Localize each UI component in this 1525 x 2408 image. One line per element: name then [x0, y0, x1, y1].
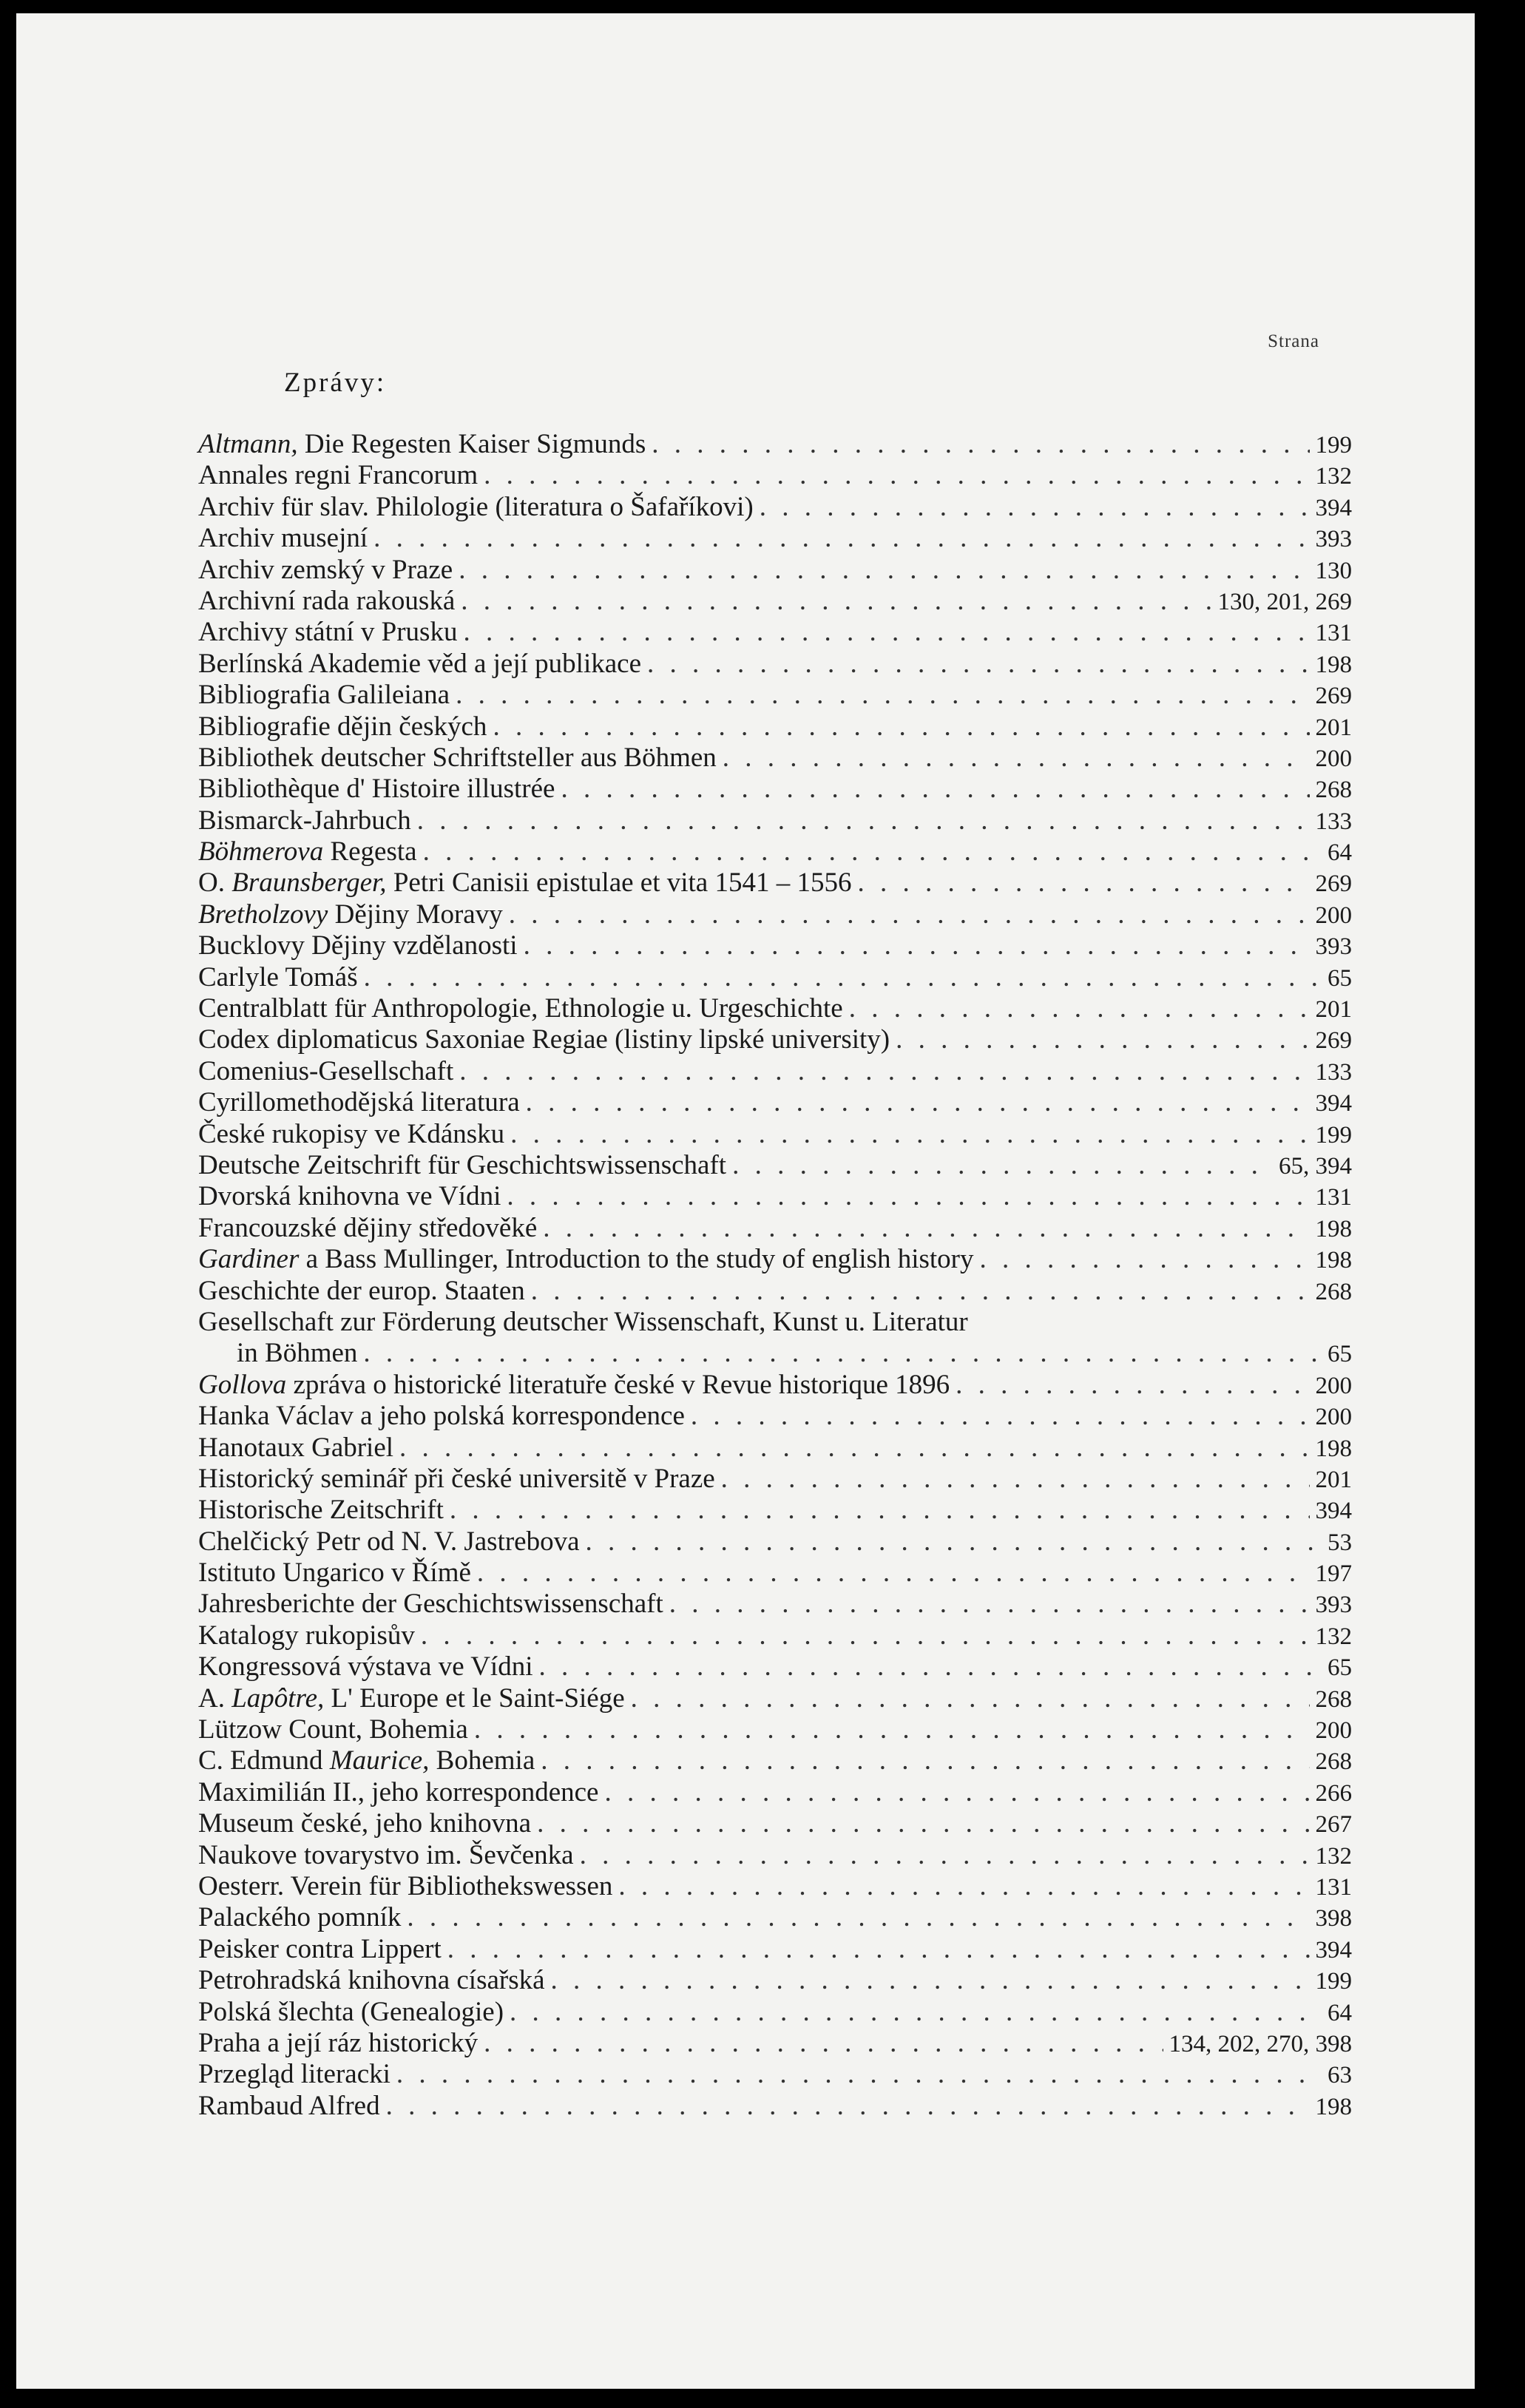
entry-title: Hanotaux Gabriel [198, 1432, 394, 1463]
index-entry [198, 1840, 1352, 1871]
index-entry [198, 680, 1352, 711]
index-entry [198, 649, 1352, 680]
index-entry [198, 1401, 1352, 1432]
index-entry [198, 1558, 1352, 1589]
entry-title: Francouzské dějiny středověké [198, 1212, 538, 1243]
index-entry [198, 1777, 1352, 1808]
entry-page: 200 [1315, 1404, 1352, 1431]
leader-dots [732, 1150, 1273, 1181]
entry-page: 268 [1315, 1748, 1352, 1776]
entry-title: Annales regni Francorum [198, 460, 479, 491]
leader-dots [474, 1714, 1310, 1745]
entry-title: Bibliografie dějin českých [198, 711, 487, 742]
leader-dots [484, 460, 1309, 491]
index-entry [198, 460, 1352, 491]
index-list [198, 429, 1352, 2122]
leader-dots [461, 586, 1211, 617]
entry-page: 130, 201, 269 [1217, 588, 1352, 615]
page [16, 13, 1475, 2389]
entry-title: Katalogy rukopisův [198, 1620, 415, 1651]
entry-page: 53 [1328, 1529, 1352, 1556]
entry-title: Gollova zpráva o historické literatuře české v Revue historique 1896 [198, 1369, 950, 1400]
entry-page: 198 [1315, 1247, 1352, 1274]
leader-dots [373, 523, 1309, 554]
entry-title: Centralblatt für Anthropologie, Ethnologie u. Urgeschichte [198, 993, 843, 1024]
entry-page: 394 [1315, 494, 1352, 521]
leader-dots [896, 1024, 1309, 1055]
entry-title: Archivy státní v Prusku [198, 617, 458, 648]
leader-dots [543, 1213, 1309, 1244]
entry-title: Kongressová výstava ve Vídni [198, 1651, 533, 1682]
index-entry [198, 1244, 1352, 1275]
entry-page: 201 [1315, 996, 1352, 1024]
index-entry [198, 930, 1352, 961]
entry-page: 197 [1315, 1560, 1352, 1588]
entry-title: Palackého pomník [198, 1902, 402, 1933]
index-entry [198, 2028, 1352, 2059]
entry-page: 132 [1315, 1842, 1352, 1870]
leader-dots [956, 1370, 1309, 1401]
index-entry [198, 1213, 1352, 1244]
index-entry [198, 1683, 1352, 1714]
entry-title: Gesellschaft zur Förderung deutscher Wissenschaft, Kunst u. Literatur [198, 1306, 968, 1337]
leader-dots [580, 1840, 1310, 1871]
index-entry [198, 1495, 1352, 1526]
leader-dots [417, 805, 1310, 836]
index-entry [198, 2059, 1352, 2090]
entry-title: České rukopisy ve Kdánsku [198, 1118, 505, 1149]
entry-page: 65 [1328, 964, 1352, 992]
entry-title: Bibliothek deutscher Schriftsteller aus Böhmen [198, 742, 717, 773]
leader-dots [407, 1902, 1309, 1933]
entry-title: Archiv für slav. Philologie (literatura o Šafaříkovi) [198, 491, 754, 522]
entry-page: 200 [1315, 1717, 1352, 1745]
entry-title: Geschichte der europ. Staaten [198, 1275, 525, 1306]
leader-dots [396, 2059, 1322, 2090]
entry-title: Bretholzovy Dějiny Moravy [198, 899, 503, 930]
leader-dots [760, 492, 1310, 523]
leader-dots [526, 1087, 1310, 1118]
entry-page: 198 [1315, 1435, 1352, 1462]
index-entry [198, 899, 1352, 930]
leader-dots [561, 774, 1309, 805]
entry-title: Böhmerova Regesta [198, 836, 417, 868]
leader-dots [386, 2091, 1310, 2122]
entry-title: Przegląd literacki [198, 2059, 390, 2090]
leader-dots [423, 836, 1322, 868]
entry-title: Dvorská knihovna ve Vídni [198, 1181, 501, 1212]
leader-dots [691, 1401, 1310, 1432]
leader-dots [459, 1056, 1309, 1087]
index-entry [198, 836, 1352, 868]
index-entry [198, 1714, 1352, 1745]
leader-dots [857, 868, 1309, 899]
index-entry [198, 1871, 1352, 1902]
index-entry [198, 2091, 1352, 2122]
index-entry [198, 1181, 1352, 1212]
entry-page: 198 [1315, 1215, 1352, 1242]
index-entry [198, 1370, 1352, 1401]
index-entry [198, 1276, 1352, 1307]
entry-page: 132 [1315, 1623, 1352, 1650]
leader-dots [477, 1558, 1310, 1589]
index-entry [198, 1902, 1352, 1933]
leader-dots [541, 1745, 1309, 1776]
entry-page: 394 [1315, 1498, 1352, 1525]
entry-page: 393 [1315, 933, 1352, 961]
entry-title: Carlyle Tomáš [198, 961, 358, 992]
leader-dots [510, 1119, 1309, 1150]
entry-title: Archiv zemský v Praze [198, 554, 453, 585]
index-entry [198, 1464, 1352, 1495]
leader-dots [493, 711, 1309, 743]
entry-page: 398 [1315, 1905, 1352, 1932]
entry-page: 199 [1315, 1121, 1352, 1149]
entry-page: 131 [1315, 620, 1352, 647]
entry-title: A. Lapôtre, L' Europe et le Saint-Siége [198, 1682, 625, 1714]
entry-title: Bibliografia Galileiana [198, 680, 450, 711]
entry-page: 200 [1315, 745, 1352, 772]
entry-title: Jahresberichte der Geschichtswissenschaft [198, 1589, 663, 1620]
entry-title: Rambaud Alfred [198, 2090, 380, 2121]
index-entry [198, 555, 1352, 586]
index-entry [198, 1620, 1352, 1651]
index-entry [198, 429, 1352, 460]
entry-title: O. Braunsberger, Petri Canisii epistulae et vita 1541 – 1556 [198, 868, 852, 899]
entry-title: Praha a její ráz historický [198, 2027, 479, 2058]
entry-page: 132 [1315, 463, 1352, 490]
entry-page: 199 [1315, 1968, 1352, 1995]
entry-page: 269 [1315, 1027, 1352, 1055]
entry-title: Museum české, jeho knihovna [198, 1808, 532, 1839]
entry-page: 198 [1315, 651, 1352, 678]
leader-dots [604, 1777, 1309, 1808]
entry-page: 269 [1315, 683, 1352, 710]
entry-title: Bismarck-Jahrbuch [198, 805, 411, 836]
leader-dots [421, 1620, 1310, 1651]
leader-dots [537, 1808, 1309, 1839]
entry-title: Naukove tovarystvo im. Ševčenka [198, 1839, 574, 1870]
entry-title: Cyrillomethodějská literatura [198, 1087, 520, 1118]
entry-title: Hanka Václav a jeho polská korrespondence [198, 1401, 685, 1432]
entry-title: Oesterr. Verein für Bibliothekswessen [198, 1870, 613, 1901]
index-entry [198, 1024, 1352, 1055]
index-entry [198, 1997, 1352, 2028]
entry-title: Gardiner a Bass Mullinger, Introduction to the study of english history [198, 1244, 974, 1275]
entry-title: Chelčický Petr od N. V. Jastrebova [198, 1526, 580, 1557]
index-entry [198, 1056, 1352, 1087]
entry-page: 199 [1315, 432, 1352, 459]
entry-title: Petrohradská knihovna císařská [198, 1965, 545, 1996]
entry-page: 200 [1315, 1372, 1352, 1399]
entry-page: 133 [1315, 1058, 1352, 1086]
entry-page: 201 [1315, 714, 1352, 741]
leader-dots [524, 930, 1310, 961]
index-entry [198, 1150, 1352, 1181]
entry-title: Polská šlechta (Genealogie) [198, 1996, 504, 2027]
index-entry [198, 586, 1352, 617]
leader-dots [456, 680, 1309, 711]
entry-page: 394 [1315, 1936, 1352, 1964]
entry-title: Codex diplomaticus Saxoniae Regiae (listiny lipské university) [198, 1024, 890, 1055]
leader-dots [539, 1651, 1322, 1682]
index-entry [198, 523, 1352, 554]
leader-dots [363, 1338, 1322, 1369]
entry-title: Maximilián II., jeho korrespondence [198, 1776, 599, 1807]
leader-dots [484, 2028, 1163, 2059]
entry-title: Archiv musejní [198, 523, 368, 554]
index-entry [198, 774, 1352, 805]
entry-page: 200 [1315, 902, 1352, 929]
entry-page: 269 [1315, 870, 1352, 898]
leader-dots [510, 1997, 1322, 2028]
entry-page: 64 [1328, 1999, 1352, 2026]
entry-title: Historische Zeitschrift [198, 1495, 444, 1526]
entry-title: Lützow Count, Bohemia [198, 1714, 468, 1745]
leader-dots [652, 429, 1309, 460]
leader-dots [551, 1965, 1310, 1996]
page-column-label: Strana [1268, 331, 1319, 351]
entry-title: Berlínská Akademie věd a její publikace [198, 648, 641, 679]
entry-page: 268 [1315, 777, 1352, 804]
leader-dots [647, 649, 1310, 680]
index-entry [198, 1934, 1352, 1965]
leader-dots [618, 1871, 1309, 1902]
entry-page: 394 [1315, 1090, 1352, 1117]
leader-dots [849, 993, 1310, 1024]
index-entry [198, 711, 1352, 743]
section-title: Zprávy: [284, 368, 387, 398]
entry-page: 131 [1315, 1873, 1352, 1901]
entry-page: 65, 394 [1279, 1152, 1352, 1180]
index-entry [198, 1808, 1352, 1839]
leader-dots [507, 1181, 1309, 1212]
entry-page: 65 [1328, 1654, 1352, 1682]
entry-page: 131 [1315, 1184, 1352, 1211]
index-entry [198, 1589, 1352, 1620]
index-entry [198, 1965, 1352, 1996]
leader-dots [723, 743, 1310, 774]
index-entry [198, 617, 1352, 648]
leader-dots [450, 1495, 1310, 1526]
entry-page: 266 [1315, 1779, 1352, 1807]
entry-page: 201 [1315, 1466, 1352, 1493]
entry-title: Bucklovy Dějiny vzdělanosti [198, 930, 518, 961]
index-entry [198, 492, 1352, 523]
index-entry [198, 993, 1352, 1024]
leader-dots [399, 1433, 1309, 1464]
index-entry [198, 1087, 1352, 1118]
entry-page: 268 [1315, 1685, 1352, 1713]
entry-title: in Böhmen [237, 1338, 358, 1369]
entry-title: Comenius-Gesellschaft [198, 1055, 454, 1086]
entry-title: Bibliothèque d' Histoire illustrée [198, 774, 555, 805]
leader-dots [447, 1934, 1310, 1965]
index-entry [198, 743, 1352, 774]
index-entry [198, 962, 1352, 993]
leader-dots [586, 1526, 1322, 1558]
entry-title: Istituto Ungarico v Římě [198, 1558, 471, 1589]
index-entry [198, 868, 1352, 899]
entry-page: 130 [1315, 557, 1352, 584]
leader-dots [509, 899, 1310, 930]
entry-title: Altmann, Die Regesten Kaiser Sigmunds [198, 429, 646, 459]
index-entry [198, 1338, 1352, 1369]
index-entry [198, 1651, 1352, 1682]
leader-dots [979, 1244, 1309, 1275]
index-entry [198, 805, 1352, 836]
entry-page: 63 [1328, 2062, 1352, 2089]
entry-title: Archivní rada rakouská [198, 585, 456, 616]
entry-page: 198 [1315, 2093, 1352, 2120]
index-entry [198, 1745, 1352, 1776]
entry-page: 64 [1328, 839, 1352, 867]
entry-page: 268 [1315, 1278, 1352, 1305]
leader-dots [669, 1589, 1310, 1620]
entry-title: Deutsche Zeitschrift für Geschichtswissenschaft [198, 1149, 727, 1180]
entry-page: 393 [1315, 526, 1352, 553]
entry-title: C. Edmund Maurice, Bohemia [198, 1745, 535, 1776]
leader-dots [631, 1683, 1310, 1714]
entry-page: 133 [1315, 808, 1352, 835]
entry-page: 134, 202, 270, 398 [1169, 2030, 1352, 2057]
leader-dots [531, 1276, 1310, 1307]
index-entry [198, 1526, 1352, 1558]
entry-title: Peisker contra Lippert [198, 1933, 442, 1964]
entry-title: Historický seminář při české universitě v Praze [198, 1463, 715, 1494]
index-entry [198, 1433, 1352, 1464]
index-entry [198, 1119, 1352, 1150]
leader-dots [721, 1464, 1310, 1495]
leader-dots [459, 555, 1309, 586]
leader-dots [463, 617, 1309, 648]
entry-page: 267 [1315, 1811, 1352, 1839]
entry-page: 393 [1315, 1592, 1352, 1619]
index-entry [198, 1307, 1352, 1338]
leader-dots [364, 962, 1322, 993]
entry-page: 65 [1328, 1341, 1352, 1368]
